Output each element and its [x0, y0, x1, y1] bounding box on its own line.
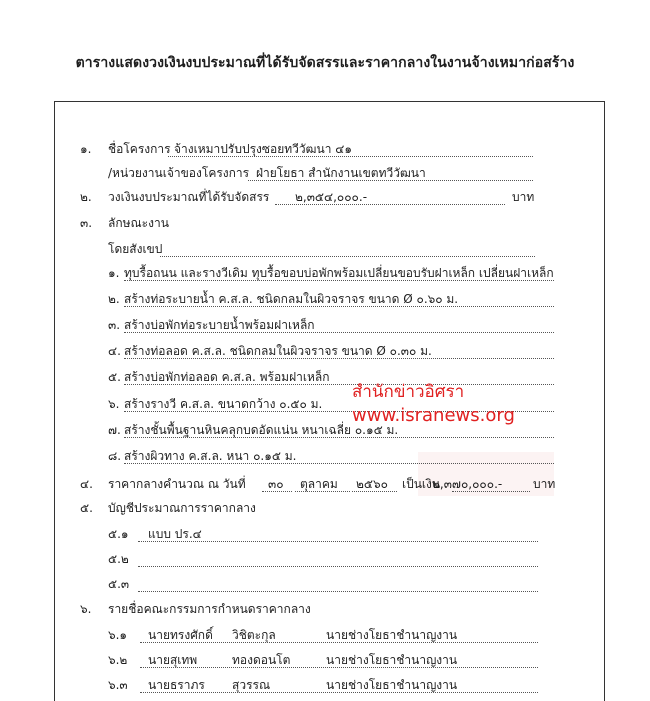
price-day: ๓๐: [268, 477, 284, 491]
work-text: สร้างท่อระบายน้ำ ค.ส.ล. ชนิดกลมในผิวจราจร ขนาด Ø ๐.๖๐ ม.: [124, 292, 459, 306]
dotted-line: [124, 306, 554, 307]
item-label: รายชื่อคณะกรรมการกำหนดราคากลาง: [108, 602, 311, 616]
member-number: ๖.๓: [108, 678, 128, 692]
work-number: ๘.: [108, 449, 122, 463]
member-name: นายสุเทพ: [148, 653, 198, 667]
item-number: ๒.: [80, 190, 92, 204]
work-number: ๔.: [108, 344, 121, 358]
work-number: ๖.: [108, 397, 120, 411]
work-text: สร้างรางวี ค.ส.ล. ขนาดกว้าง ๐.๕๐ ม.: [124, 397, 323, 411]
member-name: นายทรงศักดิ์: [148, 628, 213, 642]
member-position: นายช่างโยธาชำนาญงาน: [326, 653, 458, 667]
dotted-line: [138, 591, 538, 592]
document-title: ตารางแสดงวงเงินงบประมาณที่ได้รับจัดสรรและราคากลางในงานจ้างเหมาก่อสร้าง: [75, 55, 575, 71]
item-label: /หน่วยงานเจ้าของโครงการ: [108, 166, 250, 180]
item-label: ลักษณะงาน: [108, 216, 169, 230]
item-label: ราคากลางคำนวณ ณ วันที่: [108, 477, 246, 491]
dotted-line: [160, 256, 535, 257]
watermark-thai: สำนักข่าวอิศรา: [352, 382, 465, 402]
member-position: นายช่างโยธาชำนาญงาน: [326, 628, 458, 642]
project-name: จ้างเหมาปรับปรุงซอยทวีวัฒนา ๔๑: [174, 142, 352, 156]
budget-value: ๒,๓๕๔,๐๐๐.-: [295, 190, 368, 204]
item-number: ๑.: [80, 142, 92, 156]
item-label: โดยสังเขป: [108, 242, 163, 256]
item-label: บัญชีประมาณการราคากลาง: [108, 501, 256, 515]
item-number: ๖.: [80, 602, 92, 616]
estimate-text: แบบ ปร.๔: [148, 527, 202, 541]
estimate-number: ๕.๓: [108, 577, 130, 591]
work-number: ๗.: [108, 423, 121, 437]
price-year: ๒๕๖๐: [356, 477, 388, 491]
dotted-line: [140, 642, 538, 643]
work-number: ๓.: [108, 318, 121, 332]
work-text: สร้างชั้นพื้นฐานหินคลุกบดอัดแน่น หนาเฉลี่ย ๐.๑๕ ม.: [124, 423, 399, 437]
item-label: วงเงินงบประมาณที่ได้รับจัดสรร: [108, 190, 270, 204]
member-number: ๖.๒: [108, 653, 128, 667]
work-text: สร้างท่อลอด ค.ส.ล. ชนิดกลมในผิวจราจร ขนาด Ø ๐.๓๐ ม.: [124, 344, 432, 358]
work-text: ทุบรื้อถนน และรางวีเดิม ทุบรื้อขอบบ่อพักพร้อมเปลี่ยนขอบรับฝาเหล็ก เปลี่ยนฝาเหล็ก: [124, 266, 554, 280]
unit-label: บาท: [512, 190, 535, 204]
member-surname: สุวรรณ: [232, 678, 271, 692]
price-month: ตุลาคม: [300, 477, 338, 491]
item-number: ๓.: [80, 216, 93, 230]
dotted-line: [124, 332, 554, 333]
dotted-line: [124, 358, 554, 359]
item-number: ๔.: [80, 477, 93, 491]
work-text: สร้างบ่อพักท่อระบายน้ำพร้อมฝาเหล็ก: [124, 318, 315, 332]
watermark: [352, 380, 515, 428]
work-number: ๕.: [108, 370, 121, 384]
dotted-line: [138, 566, 538, 567]
member-surname: วิชิตะกุล: [232, 628, 276, 642]
unit-label: บาท: [533, 477, 556, 491]
work-text: สร้างผิวทาง ค.ส.ล. หนา ๐.๑๕ ม.: [124, 449, 297, 463]
member-number: ๖.๑: [108, 628, 128, 642]
work-number: ๑.: [108, 266, 120, 280]
dotted-line: [124, 463, 554, 464]
money-label: เป็นเงิน: [402, 477, 441, 491]
median-price-value: ๒,๓๗๐,๐๐๐.-: [432, 477, 503, 491]
dotted-line: [140, 667, 538, 668]
estimate-number: ๕.๒: [108, 552, 129, 566]
member-name: นายธราภร: [148, 678, 205, 692]
dotted-line: [138, 541, 538, 542]
watermark-url: www.isranews.org: [352, 405, 515, 426]
dotted-line: [124, 280, 554, 281]
item-label: ชื่อโครงการ: [108, 142, 171, 156]
member-position: นายช่างโยธาชำนาญงาน: [326, 678, 458, 692]
work-number: ๒.: [108, 292, 120, 306]
work-text: สร้างบ่อพักท่อลอด ค.ส.ล. พร้อมฝาเหล็ก: [124, 370, 330, 384]
member-surname: ทองดอนโต: [232, 653, 291, 667]
item-number: ๕.: [80, 501, 93, 515]
estimate-number: ๕.๑: [108, 527, 129, 541]
agency-name: ฝ่ายโยธา สำนักงานเขตทวีวัฒนา: [256, 166, 426, 180]
dotted-line: [140, 692, 538, 693]
dotted-line: [124, 437, 554, 438]
